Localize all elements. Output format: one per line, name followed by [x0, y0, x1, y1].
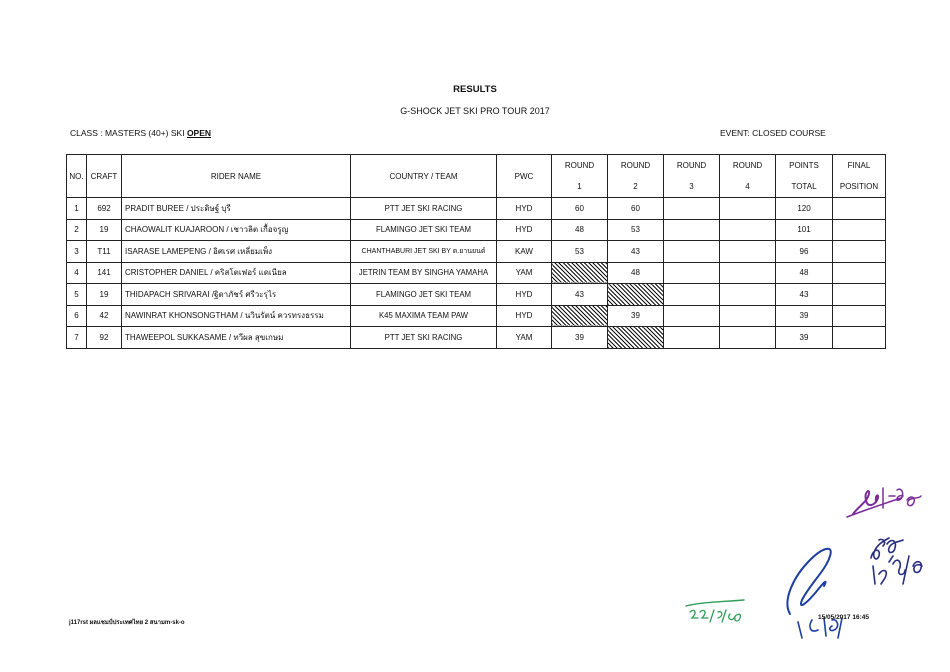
cell-points-total: 39: [776, 327, 833, 349]
cell-round4: [720, 327, 776, 349]
col-header-final-label: FINAL: [847, 161, 871, 170]
col-header-rider: RIDER NAME: [122, 155, 351, 198]
cell-team: JETRIN TEAM BY SINGHA YAMAHA: [351, 262, 497, 284]
cell-round4: [720, 198, 776, 220]
table-row: [67, 327, 886, 349]
col-header-points: [776, 155, 833, 198]
col-header-round3-label: ROUND: [676, 161, 707, 170]
cell-final-position: [833, 198, 886, 220]
cell-round2: 53: [608, 219, 664, 241]
class-label: CLASS : MASTERS (40+) SKI: [70, 128, 185, 138]
col-header-round3-number: 3: [689, 182, 694, 191]
col-header-pwc: PWC: [497, 155, 552, 198]
cell-team: K45 MAXIMA TEAM PAW: [351, 305, 497, 327]
cell-round4: [720, 305, 776, 327]
cell-pwc: HYD: [497, 284, 552, 306]
cell-points-total: 101: [776, 219, 833, 241]
cell-final-position: [833, 241, 886, 263]
cell-rider: NAWINRAT KHONSONGTHAM / นวินรัตน์ ควรทรงธรรม: [122, 305, 351, 327]
cell-pwc: YAM: [497, 327, 552, 349]
navy-handwritten-date: [863, 530, 933, 588]
cell-final-position: [833, 262, 886, 284]
cell-round3: [664, 327, 720, 349]
col-header-round1: [552, 155, 608, 198]
table-row: [67, 262, 886, 284]
cell-round3: [664, 262, 720, 284]
col-header-no: NO.: [67, 155, 87, 198]
cell-craft: 42: [87, 305, 122, 327]
cell-rider: CRISTOPHER DANIEL / คริสโตเฟอร์ แดเนียล: [122, 262, 351, 284]
col-header-points-label: POINTS: [789, 161, 819, 170]
table-row: [67, 241, 886, 263]
col-header-round2-number: 2: [633, 182, 638, 191]
blue-signature: [776, 542, 866, 642]
cell-round1: 53: [552, 241, 608, 263]
cell-round4: [720, 262, 776, 284]
table-row: [67, 219, 886, 241]
cell-craft: 19: [87, 284, 122, 306]
cell-rider: THAWEEPOL SUKKASAME / ทวีผล สุขเกษม: [122, 327, 351, 349]
col-header-craft: CRAFT: [87, 155, 122, 198]
col-header-points-total: TOTAL: [791, 182, 817, 191]
cell-craft: 19: [87, 219, 122, 241]
table-row: [67, 284, 886, 306]
cell-craft: T11: [87, 241, 122, 263]
table-row: [67, 198, 886, 220]
cell-points-total: 120: [776, 198, 833, 220]
cell-no: 1: [67, 198, 87, 220]
cell-team: FLAMINGO JET SKI TEAM: [351, 284, 497, 306]
col-header-round4-number: 4: [745, 182, 750, 191]
col-header-round1-number: 1: [577, 182, 582, 191]
cell-pwc: HYD: [497, 198, 552, 220]
col-header-team: COUNTRY / TEAM: [351, 155, 497, 198]
cell-no: 7: [67, 327, 87, 349]
cell-pwc: KAW: [497, 241, 552, 263]
cell-round3: [664, 219, 720, 241]
cell-rider: THIDAPACH SRIVARAI /ฐิดาภัชร์ ศรีวะรุไร: [122, 284, 351, 306]
cell-team: CHANTHABURI JET SKI BY ต.ยานยนต์: [351, 241, 497, 263]
cell-round2: 60: [608, 198, 664, 220]
cell-round3: [664, 284, 720, 306]
table-row: [67, 305, 886, 327]
col-header-round3: [664, 155, 720, 198]
cell-pwc: HYD: [497, 219, 552, 241]
cell-round2-hatched: [608, 284, 664, 306]
cell-no: 2: [67, 219, 87, 241]
cell-round1-hatched: [552, 305, 608, 327]
cell-round1: 60: [552, 198, 608, 220]
col-header-round4-label: ROUND: [732, 161, 763, 170]
cell-round2: 48: [608, 262, 664, 284]
cell-craft: 141: [87, 262, 122, 284]
cell-final-position: [833, 284, 886, 306]
cell-round4: [720, 219, 776, 241]
cell-round3: [664, 241, 720, 263]
class-line: [70, 128, 211, 138]
cell-points-total: 96: [776, 241, 833, 263]
event-subtitle: G-SHOCK JET SKI PRO TOUR 2017: [400, 106, 550, 116]
cell-team: PTT JET SKI RACING: [351, 327, 497, 349]
class-open-label: OPEN: [186, 128, 212, 138]
col-header-final-position: POSITION: [839, 182, 879, 191]
cell-team: PTT JET SKI RACING: [351, 198, 497, 220]
print-timestamp: 15/05/2017 16:45: [818, 614, 869, 621]
cell-no: 5: [67, 284, 87, 306]
cell-rider: PRADIT BUREE / ประดิษฐ์ บุรี: [122, 198, 351, 220]
cell-rider: ISARASE LAMEPENG / อิศเรศ เหลี่ยมเพ็ง: [122, 241, 351, 263]
event-type: EVENT: CLOSED COURSE: [720, 128, 826, 138]
results-table: [66, 154, 886, 349]
cell-no: 4: [67, 262, 87, 284]
cell-round1: 39: [552, 327, 608, 349]
header-row: [67, 155, 886, 198]
col-header-round2: [608, 155, 664, 198]
cell-points-total: 48: [776, 262, 833, 284]
cell-round2: 43: [608, 241, 664, 263]
cell-craft: 692: [87, 198, 122, 220]
cell-pwc: HYD: [497, 305, 552, 327]
cell-no: 6: [67, 305, 87, 327]
cell-final-position: [833, 327, 886, 349]
footer-filename: j117rst ผลแชมป์ประเทศไทย 2 สนามm-sk-o: [69, 620, 185, 626]
cell-round1: 43: [552, 284, 608, 306]
cell-round3: [664, 305, 720, 327]
cell-round2: 39: [608, 305, 664, 327]
cell-final-position: [833, 219, 886, 241]
col-header-round1-label: ROUND: [564, 161, 595, 170]
cell-round1: 48: [552, 219, 608, 241]
cell-round2-hatched: [608, 327, 664, 349]
col-header-final: [833, 155, 886, 198]
green-handwritten-date: [684, 598, 746, 624]
cell-craft: 92: [87, 327, 122, 349]
cell-points-total: 39: [776, 305, 833, 327]
cell-team: FLAMINGO JET SKI TEAM: [351, 219, 497, 241]
cell-rider: CHAOWALIT KUAJAROON / เชาวลิต เกื้อจรูญ: [122, 219, 351, 241]
cell-final-position: [833, 305, 886, 327]
purple-signature: [845, 484, 930, 522]
cell-round4: [720, 241, 776, 263]
cell-points-total: 43: [776, 284, 833, 306]
cell-round1-hatched: [552, 262, 608, 284]
cell-pwc: YAM: [497, 262, 552, 284]
cell-round4: [720, 284, 776, 306]
cell-round3: [664, 198, 720, 220]
cell-no: 3: [67, 241, 87, 263]
col-header-round2-label: ROUND: [620, 161, 651, 170]
col-header-round4: [720, 155, 776, 198]
page-title: RESULTS: [453, 84, 497, 95]
